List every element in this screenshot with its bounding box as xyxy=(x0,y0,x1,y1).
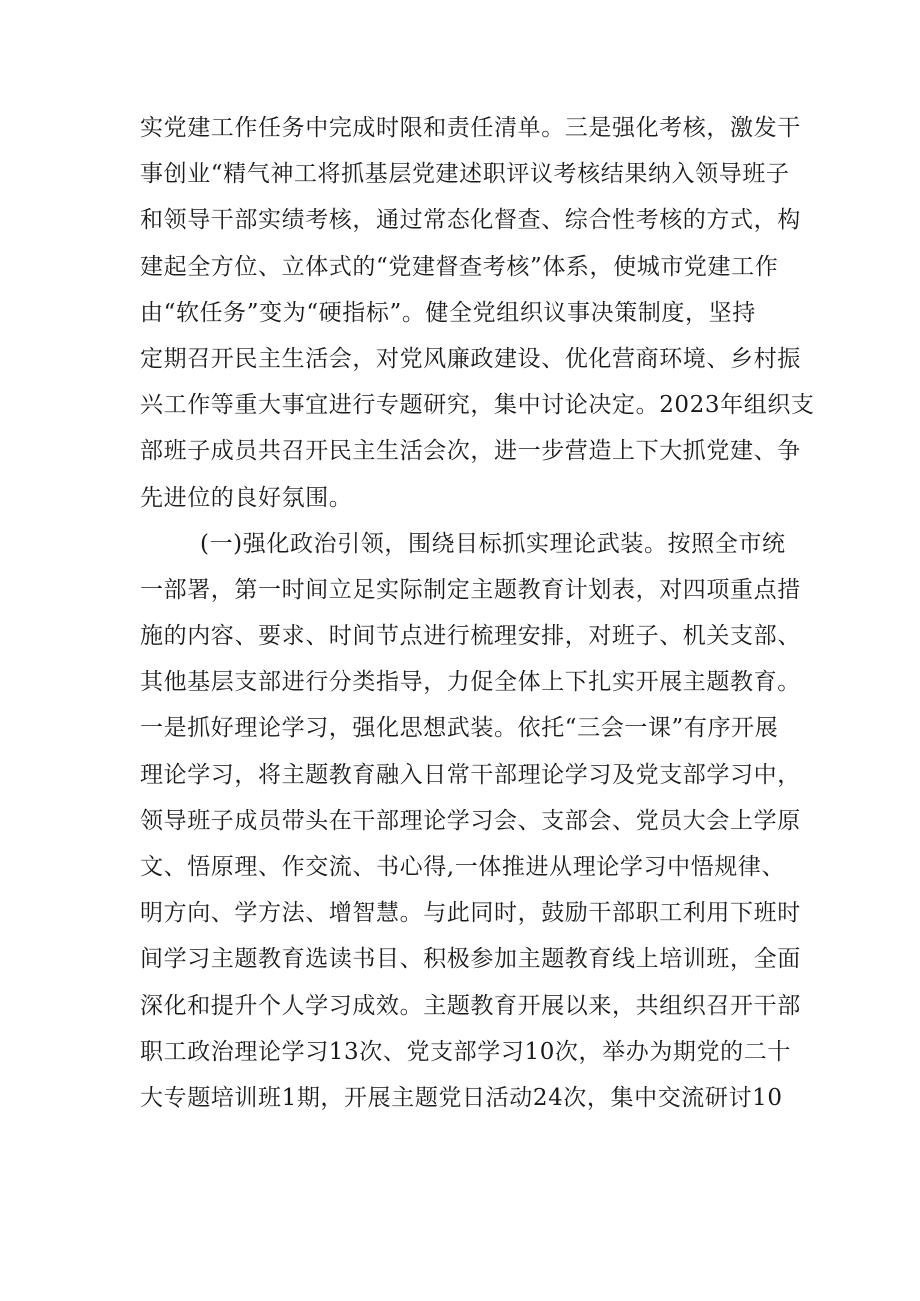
text-line: 一是抓好理论学习，强化思想武装。依托“三会一课”有序开展 xyxy=(140,715,779,742)
text-line: 文、悟原理、作交流、书心得,一体推进从理论学习中悟规律、 xyxy=(140,854,786,880)
text-line: 其他基层支部进行分类指导，力促全体上下扎实开展主题教育。 xyxy=(140,669,801,696)
text-line: 事创业“精气神工将抓基层党建述职评议考核结果纳入领导班子 xyxy=(140,161,790,188)
text-line: 部班子成员共召开民主生活会次，进一步营造上下大抓党建、争 xyxy=(140,438,801,465)
text-line: 领导班子成员带头在干部理论学习会、支部会、党员大会上学原 xyxy=(140,807,801,834)
text-line: 定期召开民主生活会，对党风廉政建设、优化营商环境、乡村振 xyxy=(140,345,801,372)
text-line: 建起全方位、立体式的“党建督查考核”体系，使城市党建工作 xyxy=(140,253,779,280)
text-line: 明方向、学方法、增智慧。与此同时，鼓励干部职工利用下班时 xyxy=(140,900,801,927)
text-line: 实党建工作任务中完成时限和责任清单。三是强化考核，激发干 xyxy=(140,115,801,141)
text-line: 职工政治理论学习13次、党支部学习10次，举办为期党的二十 xyxy=(140,1038,791,1065)
text-line: 兴工作等重大事宜进行专题研究，集中讨论决定。2023年组织支 xyxy=(140,392,815,419)
text-line: 间学习主题教育选读书目、积极参加主题教育线上培训班，全面 xyxy=(140,946,801,973)
text-line: 由“软任务”变为“硬指标”。健全党组织议事决策制度，坚持 xyxy=(140,299,756,326)
text-line: 一部署，第一时间立足实际制定主题教育计划表，对四项重点措 xyxy=(140,576,801,603)
text-line: 先进位的良好氛围。 xyxy=(140,484,353,511)
text-line: 大专题培训班1期，开展主题党日活动24次，集中交流研讨10 xyxy=(140,1084,783,1111)
text-line: 施的内容、要求、时间节点进行梳理安排，对班子、机关支部、 xyxy=(140,623,801,650)
body-text xyxy=(140,105,815,1121)
text-line: 和领导干部实绩考核，通过常态化督查、综合性考核的方式，构 xyxy=(140,207,801,234)
section-heading-line: (一)强化政治引领，围绕目标抓实理论武装。按照全市统 xyxy=(200,530,786,557)
text-line: 深化和提升个人学习成效。主题教育开展以来，共组织召开干部 xyxy=(140,992,801,1019)
text-line: 理论学习，将主题教育融入日常干部理论学习及党支部学习中， xyxy=(140,761,801,788)
